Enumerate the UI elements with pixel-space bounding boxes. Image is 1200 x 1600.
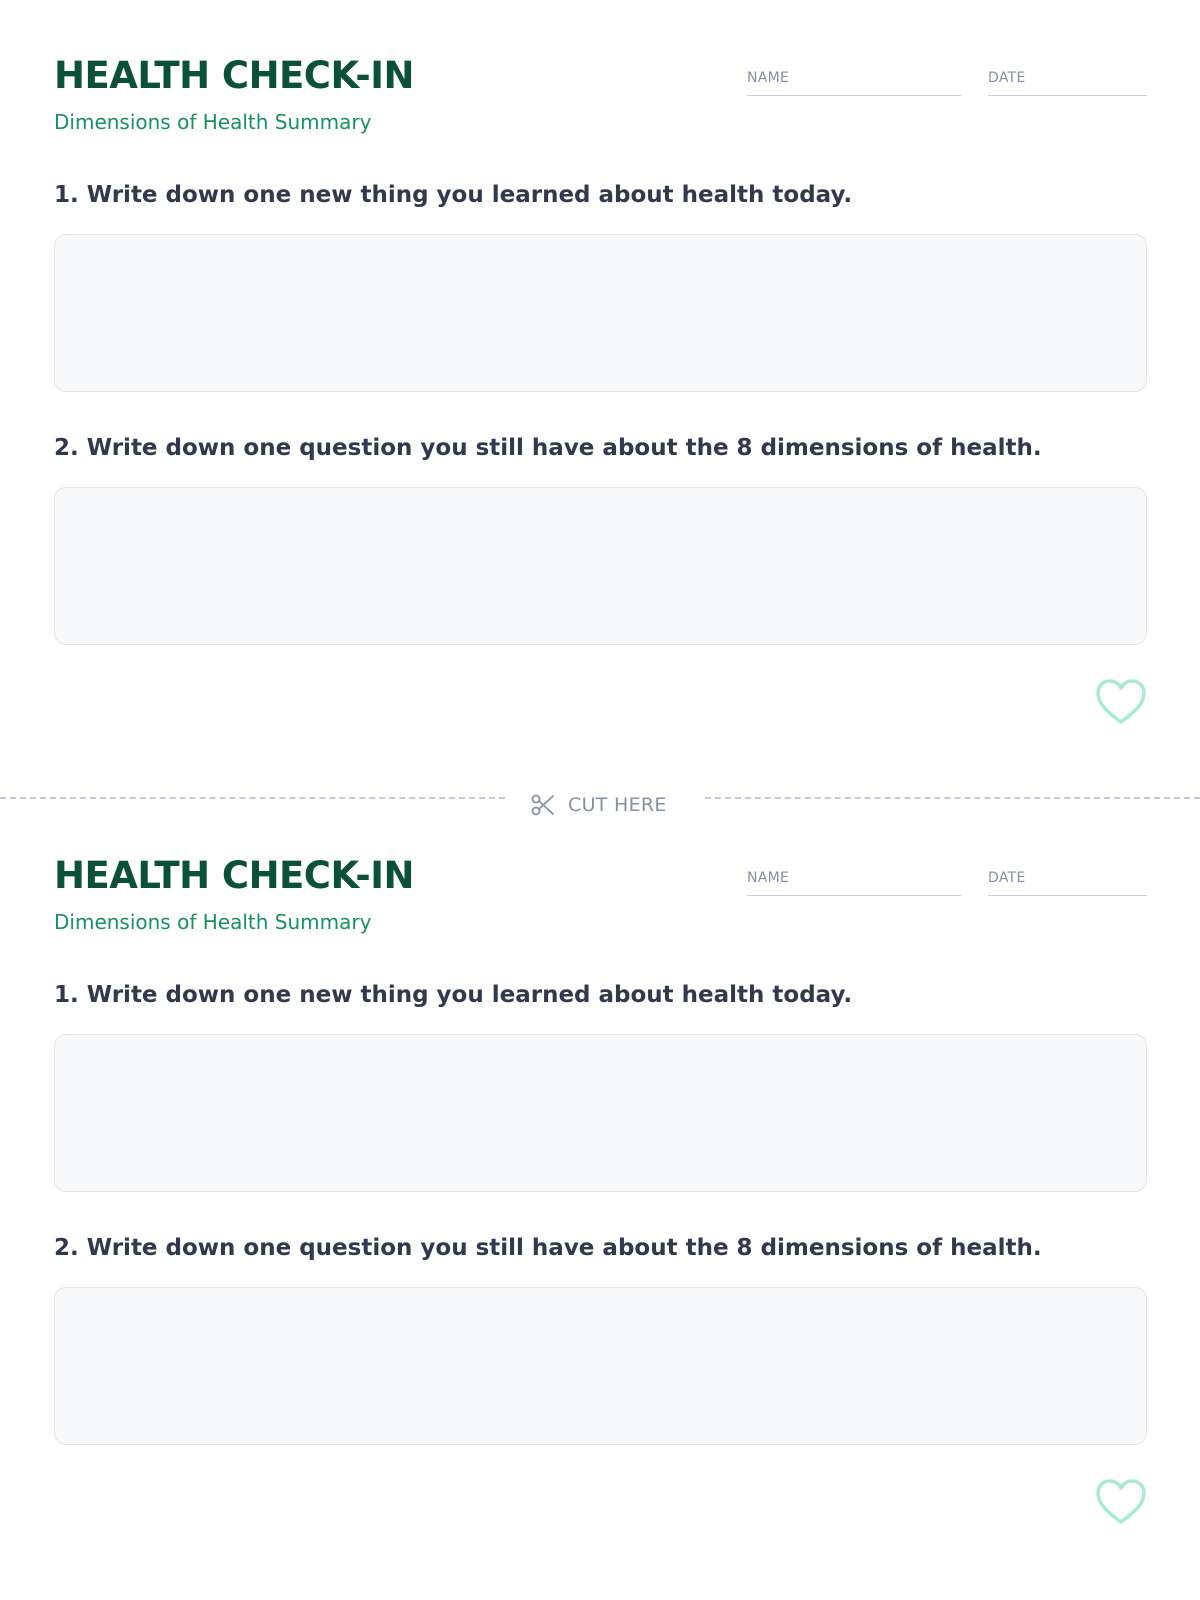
answer-box-2[interactable] <box>54 1287 1147 1445</box>
cut-here-label: CUT HERE <box>568 794 667 816</box>
check-in-slip-top <box>54 52 1147 461</box>
heart-icon <box>1095 1478 1147 1526</box>
cut-dash-left <box>0 797 505 799</box>
answer-box-2[interactable] <box>54 487 1147 645</box>
date-label: DATE <box>988 870 1026 886</box>
slip-header <box>54 52 1147 142</box>
cut-dash-right <box>705 797 1200 799</box>
answer-box-1[interactable] <box>54 234 1147 392</box>
slip-title: HEALTH CHECK-IN <box>54 54 415 97</box>
question-1: 1. Write down one new thing you learned about health today. <box>54 982 853 1008</box>
slip-subtitle: Dimensions of Health Summary <box>54 910 372 934</box>
answer-box-1[interactable] <box>54 1034 1147 1192</box>
name-label: NAME <box>747 70 790 86</box>
slip-header <box>54 852 1147 942</box>
question-2: 2. Write down one question you still have about the 8 dimensions of health. <box>54 435 1042 461</box>
name-field[interactable] <box>747 68 961 96</box>
check-in-slip-bottom <box>54 852 1147 1261</box>
date-field[interactable] <box>988 868 1147 896</box>
date-label: DATE <box>988 70 1026 86</box>
name-label: NAME <box>747 870 790 886</box>
scissors-icon <box>530 792 556 818</box>
slip-title: HEALTH CHECK-IN <box>54 854 415 897</box>
cut-line <box>0 790 1200 820</box>
question-2: 2. Write down one question you still have about the 8 dimensions of health. <box>54 1235 1042 1261</box>
cut-label-group <box>530 790 667 820</box>
heart-icon <box>1095 678 1147 726</box>
slip-subtitle: Dimensions of Health Summary <box>54 110 372 134</box>
date-field[interactable] <box>988 68 1147 96</box>
name-field[interactable] <box>747 868 961 896</box>
question-1: 1. Write down one new thing you learned about health today. <box>54 182 853 208</box>
